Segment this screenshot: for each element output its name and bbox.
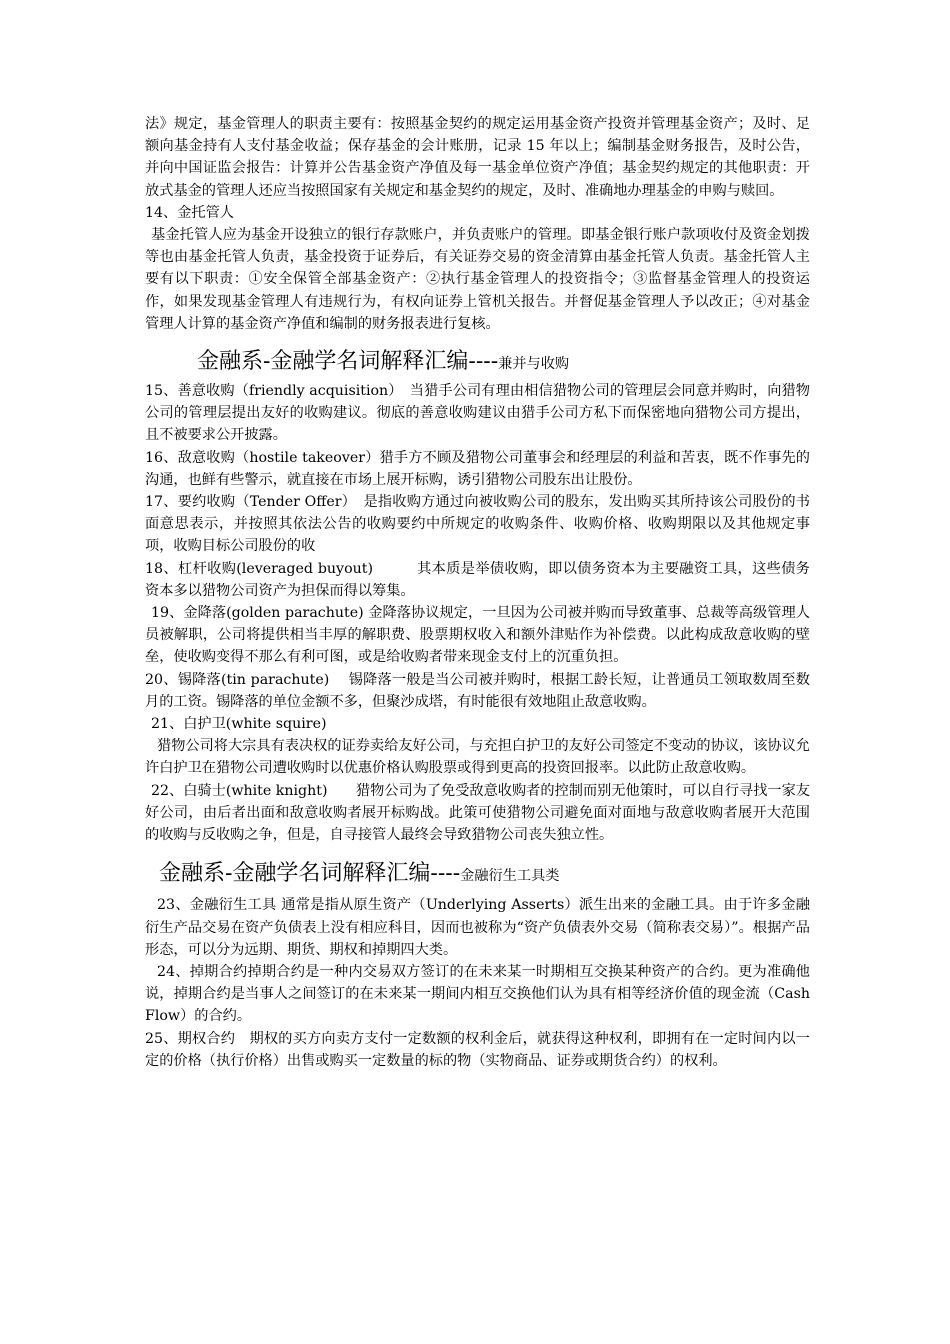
item-17-tender-offer: 17、要约收购（Tender Offer） 是指收购方通过向被收购公司的股东，发出购买其所持该公司股份的书面意思表示，并按照其依法公告的收购要约中所规定的收购条件、收购价格、收购期限以及其他规定事项，收购目标公司股份的收 [145,494,810,555]
section-heading-mergers [145,346,810,380]
item-20-tin-parachute: 20、锡降落(tin parachute) 锡降落一般是当公司被并购时，根据工龄长短，让普通员工领取数周至数月的工资。锡降落的单位金额不多，但聚沙成塔，有时能很有效地阻止敌意收购。 [145,671,810,710]
item-15-friendly-acquisition: 15、善意收购（friendly acquisition） 当猎手公司有理由相信猎物公司的管理层会同意并购时，向猎物公司的管理层提出友好的收购建议。彻底的善意收购建议由猎手公司方私下而保密地向猎物公司方提出，且不被要求公开披露。 [145,383,810,444]
text-column [145,113,810,1072]
section-heading-sub: 兼并与收购 [498,356,570,373]
item-18-leveraged-buyout: 18、杠杆收购(leveraged buyout) 其本质是举债收购，即以债务资本为主要融资工具，这些债务资本多以猎物公司资产为担保而得以筹集。 [145,560,810,599]
paragraph-fund-manager-duties: 法》规定，基金管理人的职责主要有：按照基金契约的规定运用基金资产投资并管理基金资产；及时、足额向基金持有人支付基金收益；保存基金的会计账册，记录 15 年以上；编制基金财务报告，及时公告，并向中国证监会报告：计算并公告基金资产净值及每一基金单位资产净值；基金契约规定的其他职责：开放式基金的管理人还应当按照国家有关规定和基金契约的规定，及时、准确地办理基金的申购与赎回。 [145,116,810,199]
section-heading-derivatives [145,858,810,892]
item-21-title: 21、白护卫(white squire) [151,716,327,733]
item-19-golden-parachute: 19、金降落(golden parachute) 金降落协议规定，一旦因为公司被并购而导致董事、总裁等高级管理人员被解职，公司将提供相当丰厚的解职费、股票期权收入和额外津贴作为补偿费。以此构成敌意收购的壁垒，使收购变得不那么有利可图，或是给收购者带来现金支付上的沉重负担。 [145,605,810,666]
item-23-financial-derivatives: 23、金融衍生工具 通常是指从原生资产（Underlying Asserts）派生出来的金融工具。由于许多金融衍生产品交易在资产负债表上没有相应科目，因而也被称为“资产负债表外交易（简称表交易）”。根据产品形态，可以分为远期、期货、期权和掉期四大类。 [145,897,810,958]
section-heading-main: 金融系-金融学名词解释汇编---- [159,861,461,887]
item-24-swap-contract: 24、掉期合约掉期合约是一种内交易双方签订的在未来某一时期相互交换某种资产的合约。更为准确他说，掉期合约是当事人之间签订的在未来某一期间内相互交换他们认为具有相等经济价值的现金流（Cash Flow）的合约。 [145,963,810,1025]
item-16-hostile-takeover: 16、敌意收购（hostile takeover）猎手方不顾及猎物公司董事会和经理层的利益和苦衷，既不作事先的沟通，也鲜有些警示，就直接在市场上展开标购，诱引猎物公司股东出让股份。 [145,449,810,488]
item-14-title: 14、金托管人 [145,204,234,221]
item-22-white-knight: 22、白骑士(white knight) 猎物公司为了免受敌意收购者的控制而别无他策时，可以自行寻找一家友好公司，由后者出面和敌意收购者展开标购战。此策可使猎物公司避免面对面地与敌意收购者展开大范围的收购与反收购之争，但是，自寻接管人最终会导致猎物公司丧失独立性。 [145,782,810,844]
section-heading-main: 金融系-金融学名词解释汇编---- [197,349,499,375]
paragraph-fund-custodian: 基金托管人应为基金开设独立的银行存款账户，并负责账户的管理。即基金银行账户款项收付及资金划拨等也由基金托管人负责，基金投资于证券后，有关证券交易的资金清算由基金托管人负责。基金托管人主要有以下职责：①安全保管全部基金资产：②执行基金管理人的投资指令；③监督基金管理人的投资运作，如果发现基金管理人有违规行为，有权向证券上管机关报告。并督促基金管理人予以改正；④对基金管理人计算的基金资产净值和编制的财务报表进行复核。 [145,227,810,332]
section-heading-sub: 金融衍生工具类 [460,868,560,885]
paragraph-white-squire: 猎物公司将大宗具有表决权的证券卖给友好公司，与充担白护卫的友好公司签定不变动的协议，该协议允许白护卫在猎物公司遭收购时以优惠价格认购股票或得到更高的投资回报率。以此防止敌意收购。 [145,738,810,777]
item-25-option-contract: 25、期权合约 期权的买方向卖方支付一定数额的权利金后，就获得这种权利，即拥有在一定时间内以一定的价格（执行价格）出售或购买一定数量的标的物（实物商品、证券或期货合约）的权利。 [145,1030,810,1069]
